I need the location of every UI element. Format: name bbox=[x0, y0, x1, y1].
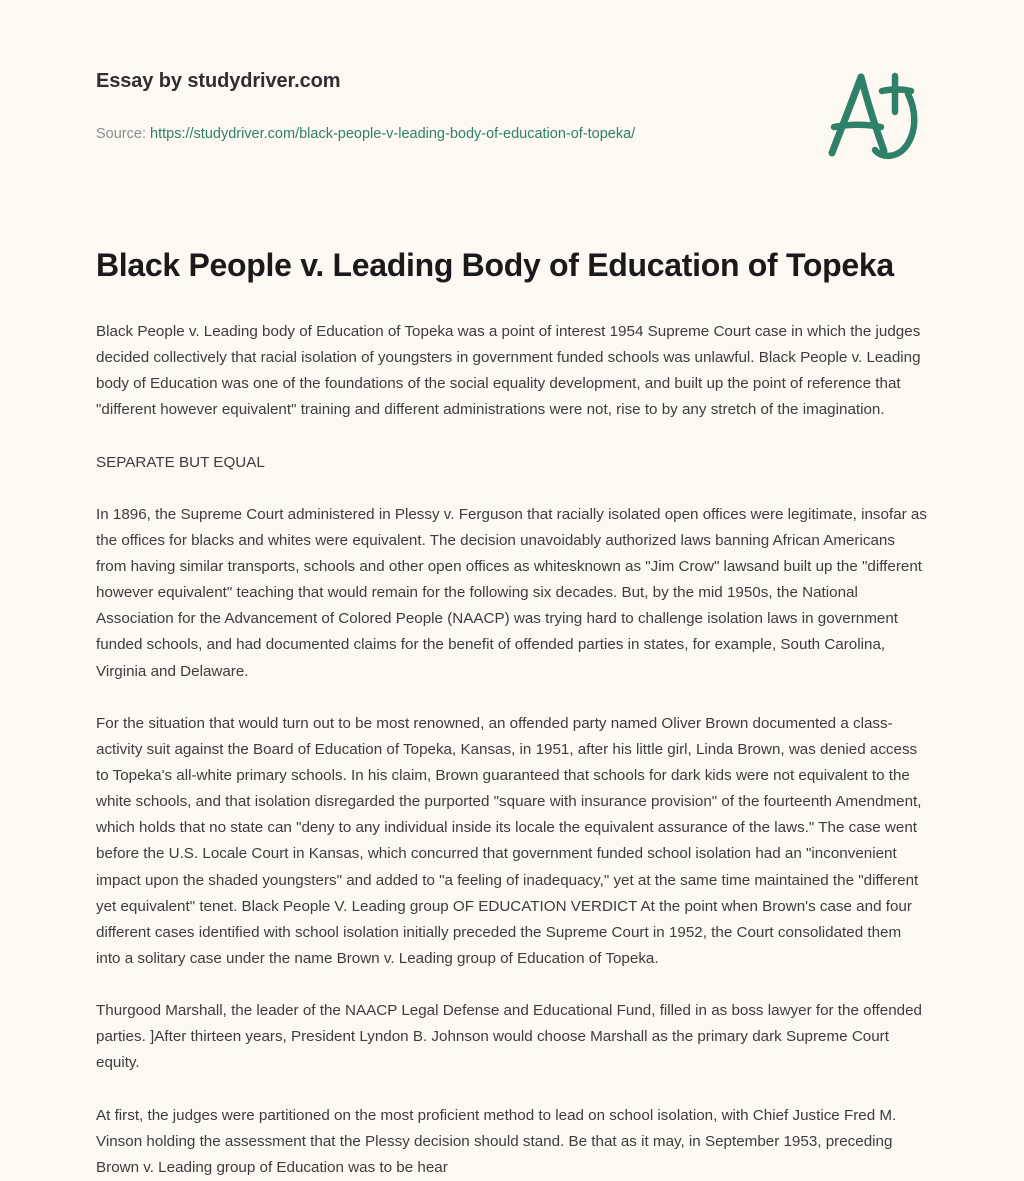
article-paragraph: In 1896, the Supreme Court administered in Plessy v. Ferguson that racially isolated open offices were legitimate, insofar as the offices for blacks and whites were equivalent. The decision unavoidably authorized laws banning African Americans from having similar transports, schools and other open offices as whitesknown as "Jim Crow" lawsand built up the "different however equivalent" teaching that would remain for the following six decades. But, by the mid 1950s, the National Association for the Advancement of Colored People (NAACP) was trying hard to challenge isolation laws in government funded schools, and had documented claims for the benefit of offended parties in states, for example, South Carolina, Virginia and Delaware. bbox=[96, 505, 927, 680]
page-title: Black People v. Leading Body of Education of Topeka bbox=[96, 247, 894, 283]
article-body bbox=[96, 319, 928, 1181]
article-paragraph: Thurgood Marshall, the leader of the NAACP Legal Defense and Educational Fund, filled in as boss lawyer for the offended parties. ]After thirteen years, President Lyndon B. Johnson would choose Marshall as the primary dark Supreme Court equity. bbox=[96, 1002, 922, 1072]
article-paragraph: For the situation that would turn out to be most renowned, an offended party named Oliver Brown documented a class-activity suit against the Board of Education of Topeka, Kansas, in 1951, after his little girl, Linda Brown, was denied access to Topeka's all-white primary schools. In his claim, Brown guaranteed that schools for dark kids were not equivalent to the white schools, and that isolation disregarded the purported "square with insurance provision" of the fourteenth Amendment, which holds that no state can "deny to any individual inside its locale the equivalent assurance of the laws." The case went before the U.S. Locale Court in Kansas, which concurred that government funded school isolation had an "inconvenient impact upon the shaded youngsters" and added to "a feeling of inadequacy," yet at the same time maintained the "different yet equivalent" tenet. Black People V. Leading group OF EDUCATION VERDICT At the point when Brown's case and four different cases identified with school isolation initially preceded the Supreme Court in 1952, the Court consolidated them into a solitary case under the name Brown v. Leading group of Education of Topeka. bbox=[96, 714, 922, 967]
a-plus-logo-icon bbox=[812, 58, 932, 170]
article-paragraph: At first, the judges were partitioned on the most proficient method to lead on school isolation, with Chief Justice Fred M. Vinson holding the assessment that the Plessy decision should stand. Be that as it may, in September 1953, preceding Brown v. Leading group of Education was to be hear bbox=[96, 1106, 897, 1176]
source-label: Source: bbox=[96, 126, 146, 142]
essay-byline: Essay by studydriver.com bbox=[96, 70, 341, 92]
section-heading-separate-but-equal: SEPARATE BUT EQUAL bbox=[96, 453, 265, 471]
article bbox=[96, 245, 928, 1181]
page-header bbox=[0, 0, 1024, 180]
source-line bbox=[96, 126, 635, 143]
source-url-link[interactable]: https://studydriver.com/black-people-v-leading-body-of-education-of-topeka/ bbox=[150, 126, 636, 142]
article-paragraph: Black People v. Leading body of Education of Topeka was a point of interest 1954 Supreme Court case in which the judges decided collectively that racial isolation of youngsters in government funded schools was unlawful. Black People v. Leading body of Education was one of the foundations of the social equality development, and built up the point of reference that "different however equivalent" training and different administrations were not, rise to by any stretch of the imagination. bbox=[96, 323, 921, 419]
